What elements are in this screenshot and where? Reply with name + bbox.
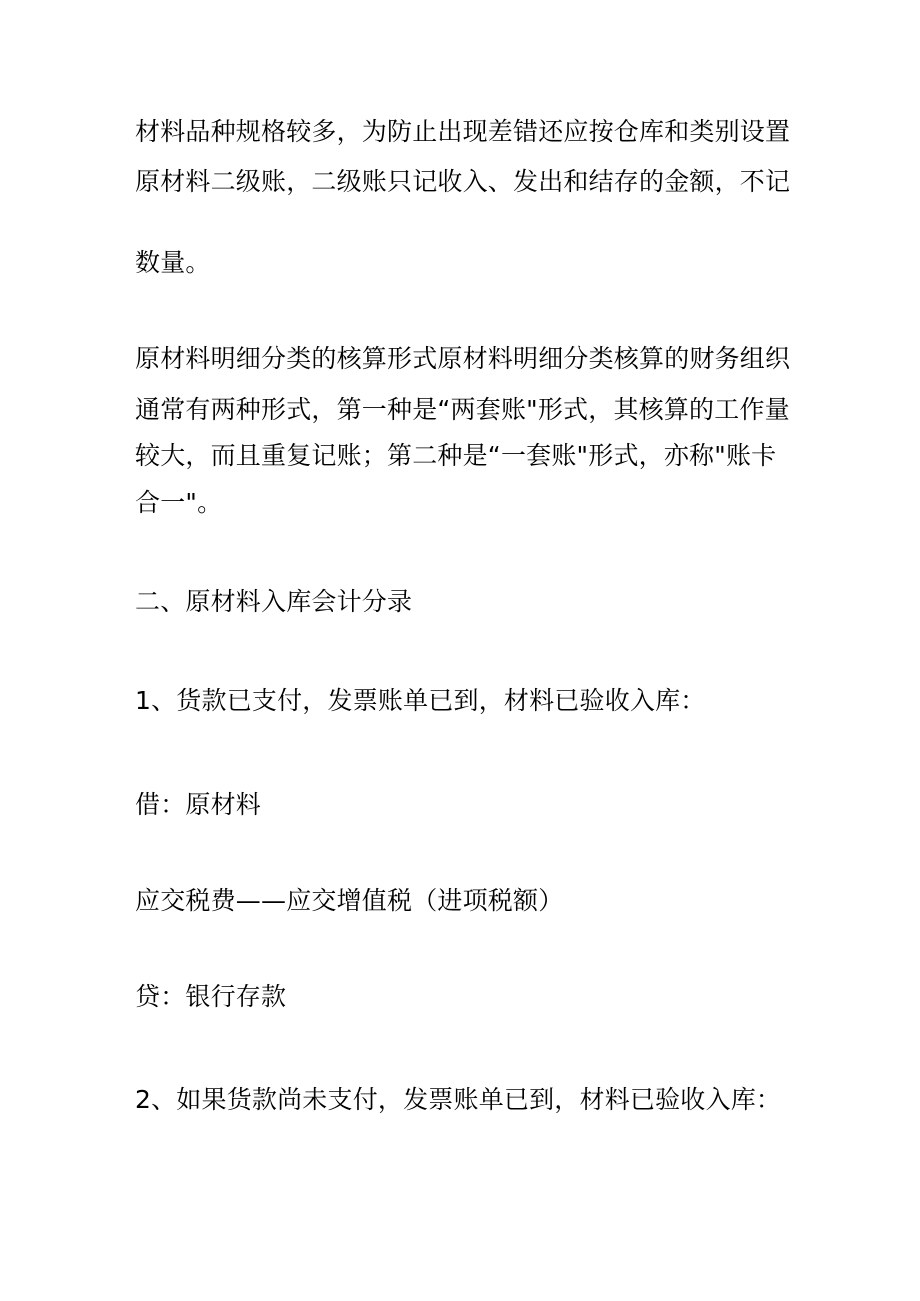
entry-1-tax: 应交税费——应交增值税（进项税额）	[135, 886, 564, 915]
entry-1-debit: 借：原材料	[135, 790, 262, 819]
section-heading: 二、原材料入库会计分录	[135, 587, 413, 616]
paragraph-2-line-2: 通常有两种形式，第一种是“两套账"形式，其核算的工作量	[135, 395, 790, 424]
paragraph-1-line-1: 材料品种规格较多，为防止出现差错还应按仓库和类别设置	[135, 117, 791, 146]
entry-1-title: 1、货款已支付，发票账单已到，材料已验收入库：	[135, 686, 706, 715]
paragraph-2-line-1: 原材料明细分类的核算形式原材料明细分类核算的财务组织	[135, 344, 791, 373]
paragraph-2-line-4: 合一"。	[135, 488, 223, 517]
entry-1-credit: 贷：银行存款	[135, 982, 287, 1011]
paragraph-1-line-3: 数量。	[135, 248, 211, 277]
paragraph-1-line-2: 原材料二级账，二级账只记收入、发出和结存的金额，不记	[135, 167, 791, 196]
entry-2-title: 2、如果货款尚未支付，发票账单已到，材料已验收入库：	[135, 1085, 782, 1114]
paragraph-2-line-3: 较大，而且重复记账；第二种是“一套账"形式，亦称"账卡	[135, 441, 777, 470]
